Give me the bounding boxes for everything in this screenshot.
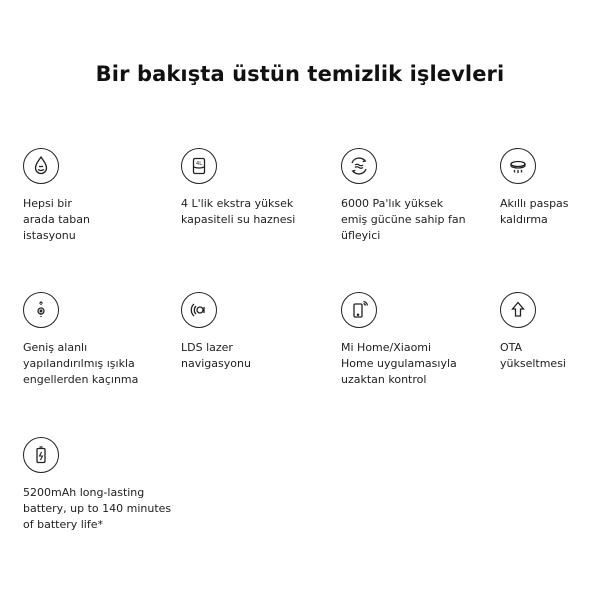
feature-label: Akıllı paspas kaldırma bbox=[500, 197, 569, 226]
feature-mop-lift bbox=[500, 148, 595, 228]
feature-label: OTA yükseltmesi bbox=[500, 341, 566, 370]
water-drop-station-icon bbox=[23, 148, 59, 184]
feature-label: 4 L'lik ekstra yüksek kapasiteli su haznesi bbox=[181, 197, 296, 226]
battery-icon bbox=[23, 437, 59, 473]
obstacle-avoidance-icon bbox=[23, 292, 59, 328]
feature-base-station bbox=[23, 148, 153, 244]
feature-water-tank bbox=[181, 148, 321, 228]
phone-remote-icon bbox=[341, 292, 377, 328]
feature-obstacle-avoidance bbox=[23, 292, 163, 388]
feature-label: 6000 Pa'lık yüksek emiş gücüne sahip fan üfleyici bbox=[341, 197, 466, 242]
feature-ota-upgrade bbox=[500, 292, 595, 372]
water-tank-icon bbox=[181, 148, 217, 184]
feature-label: Geniş alanlı yapılandırılmış ışıkla engellerden kaçınma bbox=[23, 341, 139, 386]
feature-suction bbox=[341, 148, 481, 244]
feature-lds-navigation bbox=[181, 292, 311, 372]
suction-fan-icon bbox=[341, 148, 377, 184]
page-title: Bir bakışta üstün temizlik işlevleri bbox=[95, 62, 505, 86]
feature-label: 5200mAh long-lasting battery, up to 140 minutes of battery life* bbox=[23, 486, 172, 531]
feature-remote-control bbox=[341, 292, 481, 388]
lds-laser-icon bbox=[181, 292, 217, 328]
ota-upgrade-icon bbox=[500, 292, 536, 328]
feature-label: LDS lazer navigasyonu bbox=[181, 341, 251, 370]
feature-label: Hepsi bir arada taban istasyonu bbox=[23, 197, 90, 242]
mop-lift-icon bbox=[500, 148, 536, 184]
feature-battery bbox=[23, 437, 193, 533]
feature-label: Mi Home/Xiaomi Home uygulamasıyla uzaktan kontrol bbox=[341, 341, 457, 386]
tank-capacity-text: 4L bbox=[196, 161, 202, 167]
